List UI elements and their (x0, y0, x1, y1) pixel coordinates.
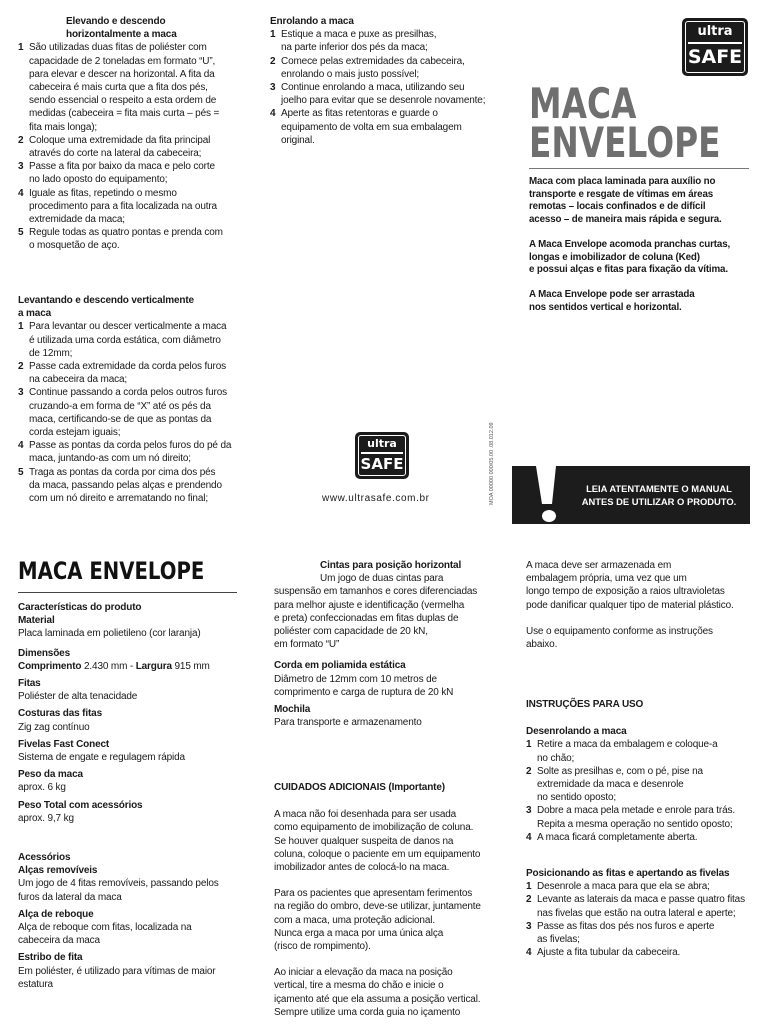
step-item (526, 804, 758, 830)
text-line: Use o equipamento conforme as instruções (526, 625, 713, 637)
text-line: poliéster com capacidade de 20 kN, (274, 626, 428, 638)
step-item (270, 81, 500, 107)
text-line: Retire a maca da embalagem e coloque-a (537, 739, 718, 751)
spec-item (18, 707, 243, 733)
accessory-label: Estribo de fita (18, 952, 83, 964)
text-line: na região do ombro, deve-se utilizar, juntamente (274, 901, 481, 913)
text-line: Alça de reboque com fitas, localizada na (18, 922, 192, 934)
text-line: original. (281, 134, 315, 146)
text-line: medidas (cabeceira = fita mais curta – pés = (29, 108, 220, 120)
step-number: 1 (526, 881, 532, 893)
step-item (526, 880, 758, 893)
text-line: no lado oposto do equipamento; (29, 174, 168, 186)
text-line: e preta) confeccionadas em fitas duplas de (274, 612, 459, 624)
text-line: Em poliéster, é utilizado para vítimas de maior (18, 965, 216, 977)
website-link[interactable]: www.ultrasafe.com.br (322, 493, 430, 504)
text-line: furos da lateral da maca (18, 891, 122, 903)
text-line: extremidade da maca e desenrole (537, 779, 684, 791)
step-number: 3 (18, 387, 24, 399)
accessory-label: Alças removíveis (18, 865, 98, 877)
text-line: longo tempo de exposição a raios ultravioletas (526, 586, 725, 598)
text-line: abaixo. (526, 639, 558, 651)
step-number: 4 (18, 187, 24, 199)
text-line: Ao iniciar a elevação da maca na posição (274, 967, 453, 979)
text-line: para melhor ajuste e identificação (vermelha (274, 599, 465, 611)
text-line: acesso – de maneira mais rápida e segura. (529, 213, 722, 225)
step-number: 1 (18, 321, 24, 333)
step-item (18, 160, 248, 186)
step-item (18, 360, 248, 386)
accessory-item (18, 864, 243, 904)
section-storage (526, 559, 756, 651)
section-accessories-cont (274, 559, 504, 729)
intro-paragraph-3 (529, 289, 754, 314)
step-number: 1 (526, 739, 532, 751)
text-line: no sentido oposto; (537, 792, 617, 804)
vertical-print-code: MOA 00000 000/05.00 .08.012.09 (489, 422, 495, 505)
text-line: Se houver qualquer suspeita de danos na (274, 835, 454, 847)
product-specs (18, 601, 243, 995)
heading-rolling: Enrolando a maca (270, 16, 354, 27)
text-line: com um nó direito e arrematando no final; (29, 493, 208, 505)
text-line: A Maca Envelope acomoda pranchas curtas, (529, 238, 731, 250)
section-title-specs: MACA ENVELOPE (18, 557, 205, 585)
step-item (18, 134, 248, 160)
step-item (526, 831, 758, 844)
text-line: na cabeceira da maca; (29, 374, 128, 386)
text-line: na parte inferior dos pés da maca; (281, 42, 428, 54)
text-line: e possui alças e fitas para fixação da vítima. (529, 264, 728, 276)
text-line: nos sentidos vertical e horizontal. (529, 301, 682, 313)
spec-value (18, 660, 243, 673)
text-line: joelho para evitar que se desenrole novamente; (281, 95, 486, 107)
spec-label: Peso da maca (18, 769, 83, 781)
text-line: para elevar e descer na horizontal. A fita da (29, 68, 215, 80)
spec-value: Sistema de engate e regulagem rápida (18, 752, 185, 764)
step-item (18, 187, 248, 227)
spec-value-part: 915 mm (171, 660, 210, 672)
spec-value: Poliéster de alta tenacidade (18, 691, 138, 703)
text-line: Aperte as fitas retentoras e guarde o (281, 108, 438, 120)
spec-item (18, 614, 243, 640)
intro-paragraph-2 (529, 239, 754, 277)
text-line: Regule todas as quatro pontas e prenda com (29, 227, 223, 239)
text-line: equipamento de volta em sua embalagem (281, 121, 462, 133)
spec-item (18, 768, 243, 794)
spec-label: Material (18, 615, 55, 627)
warning-text: LEIA ATENTAMENTE O MANUAL ANTES DE UTILIZAR O PRODUTO. (581, 483, 737, 507)
text-line: A maca deve ser armazenada em (526, 560, 672, 571)
step-number: 2 (526, 765, 532, 777)
text-line: Coloque uma extremidade da fita principal (29, 134, 211, 146)
text-line: remotas – locais confinados e de difícil (529, 201, 706, 213)
text-line: estatura (18, 978, 53, 990)
product-title: MACA ENVELOPE (529, 79, 721, 167)
step-number: 3 (270, 82, 276, 94)
text-line: como equipamento de imobilização de coluna. (274, 822, 474, 834)
text-line: Traga as pontas da corda por cima dos pés (29, 466, 216, 478)
text-line: fita mais longa); (29, 121, 98, 133)
step-number: 2 (18, 134, 24, 146)
step-number: 3 (526, 920, 532, 932)
text-line: cabeceira da maca (18, 935, 100, 947)
text-line: A maca ficará completamente aberta. (537, 831, 698, 843)
spec-label: Dimensões (18, 647, 71, 659)
warning-banner (512, 466, 750, 524)
text-line: Desenrole a maca para que ela se abra; (537, 881, 710, 893)
step-item (18, 226, 248, 252)
heading-positioning: Posicionando as fitas e apertando as fivelas (526, 868, 730, 880)
text-line: com a maca, uma proteção adicional. (274, 914, 435, 926)
text-line: içamento até que ela assuma a posição vertical. (274, 993, 481, 1005)
brand-logo: ultra SAFE (682, 18, 748, 76)
text-line: extremidade da maca; (29, 214, 125, 226)
text-line: Um jogo de duas cintas para (320, 573, 444, 585)
step-item (526, 946, 758, 959)
cuidados-paragraph-3 (274, 966, 504, 1019)
heading-unrolling: Desenrolando a maca (526, 726, 627, 738)
spec-item (18, 647, 243, 673)
text-line: A maca não foi desenhada para ser usada (274, 809, 457, 821)
specs-list (18, 614, 243, 825)
title-divider (529, 168, 749, 169)
text-line: é utilizada uma corda estática, com diâmetro (29, 334, 221, 346)
text-line: Iguale as fitas, repetindo o mesmo (29, 187, 177, 199)
text-line: cabeceira é mais curta que a fita dos pés, (29, 82, 208, 94)
text-line: Um jogo de 4 fitas removíveis, passando pelos (18, 878, 219, 890)
text-line: Para levantar ou descer verticalmente a maca (29, 321, 227, 333)
section-instructions (526, 698, 758, 959)
spec-value-part: Comprimento (18, 660, 82, 672)
spec-value: Placa laminada em polietileno (cor laranja) (18, 628, 201, 640)
text-line: Maca com placa laminada para auxílio no (529, 176, 716, 187)
text-line: Para os pacientes que apresentam ferimentos (274, 888, 473, 900)
step-number: 3 (18, 161, 24, 173)
text-line: São utilizadas duas fitas de poliéster com (29, 42, 207, 54)
text-line: sendo essencial o respeito a esta ordem de (29, 95, 217, 107)
raising-horizontal-steps (18, 41, 248, 252)
text-line: Diâmetro de 12mm com 10 metros de (274, 673, 437, 685)
spec-label: Fivelas Fast Conect (18, 738, 110, 750)
heading-raising-horizontal: Elevando e descendo horizontalmente a maca (66, 16, 177, 41)
text-line: Dobre a maca pela metade e enrole para trás. (537, 805, 735, 817)
text-line: nas fivelas que estão na outra lateral e aperte; (537, 907, 736, 919)
heading-corda: Corda em poliamida estática (274, 660, 406, 672)
heading-raising-vertical: Levantando e descendo verticalmente a maca (18, 295, 194, 320)
text-line: maca, certificando-se de que as pontas da (29, 413, 212, 425)
step-number: 2 (526, 894, 532, 906)
step-number: 3 (526, 805, 532, 817)
text-line: Passe as pontas da corda pelos furos do pé da (29, 440, 232, 452)
step-item (526, 765, 758, 805)
step-item (18, 439, 248, 465)
spec-label: Fitas (18, 678, 41, 690)
heading-mochila: Mochila (274, 704, 311, 716)
text-line: em formato “U” (274, 639, 340, 651)
text-line: Repita a mesma operação no sentido oposto; (537, 818, 733, 830)
text-line: A Maca Envelope pode ser arrastada (529, 289, 695, 301)
positioning-steps (526, 880, 758, 959)
spec-item (18, 738, 243, 764)
spec-label: Costuras das fitas (18, 708, 102, 720)
step-number: 5 (18, 227, 24, 239)
specs-divider (18, 592, 237, 593)
section-raising-horizontal (18, 15, 248, 253)
step-item (526, 738, 758, 764)
accessories-list (18, 864, 243, 991)
rolling-steps (270, 28, 500, 147)
spec-label: Peso Total com acessórios (18, 799, 143, 811)
text-line: procedimento para a fita localizada na outra (29, 200, 217, 212)
text-line: longas e imobilizador de coluna (Ked) (529, 251, 700, 263)
accessory-label: Alça de reboque (18, 908, 94, 920)
unrolling-steps (526, 738, 758, 844)
spec-value-part: Largura (135, 660, 172, 672)
text-line: transporte e resgate de vítimas em áreas (529, 188, 714, 200)
step-number: 4 (270, 108, 276, 120)
specs-heading: Características do produto (18, 602, 142, 613)
text-line: pode danificar qualquer tipo de material plástico. (526, 599, 734, 611)
brand-logo-small: ultra SAFE (355, 432, 409, 479)
text-line: Passe cada extremidade da corda pelos furos (29, 361, 227, 373)
text-line: maca, juntando-as com um nó direito; (29, 453, 191, 465)
usage-paragraph (526, 625, 756, 651)
intro-paragraph-1 (529, 176, 754, 226)
step-number: 1 (270, 29, 276, 41)
accessory-item (18, 951, 243, 991)
text-line: Comece pelas extremidades da cabeceira, (281, 55, 465, 67)
text-line: coluna, coloque o paciente em um equipamento (274, 848, 481, 860)
text-line: Passe a fita por baixo da maca e pelo corte (29, 161, 215, 173)
step-number: 2 (18, 361, 24, 373)
text-line: capacidade de 2 toneladas em formato “U”, (29, 55, 216, 67)
accessory-item (18, 908, 243, 948)
step-item (18, 41, 248, 133)
spec-value: aprox. 9,7 kg (18, 812, 74, 824)
text-line: embalagem própria, uma vez que um (526, 573, 687, 585)
raising-vertical-steps (18, 320, 248, 505)
step-item (526, 893, 758, 919)
corda-text (274, 673, 504, 699)
text-line: comprimento e carga de ruptura de 20 kN (274, 686, 454, 698)
text-line: corda estejam iguais; (29, 427, 121, 439)
spec-value: Zig zag contínuo (18, 721, 90, 733)
text-line: Solte as presilhas e, com o pé, pise na (537, 765, 703, 777)
step-number: 4 (18, 440, 24, 452)
text-line: Passe as fitas dos pés nos furos e aperte (537, 920, 715, 932)
step-item (270, 55, 500, 81)
text-line: Continue passando a corda pelos outros furos (29, 387, 227, 399)
text-line: (risco de rompimento). (274, 941, 371, 953)
section-cuidados (274, 781, 504, 1024)
mochila-text (274, 716, 504, 729)
spec-item (18, 677, 243, 703)
text-line: Continue enrolando a maca, utilizando seu (281, 82, 465, 94)
text-line: enrolando o mais justo possível; (281, 68, 420, 80)
step-number: 4 (526, 831, 532, 843)
text-line: as fivelas; (537, 934, 580, 946)
text-line: vertical, tire a mesma do chão e inicie o (274, 980, 444, 992)
spec-item (18, 799, 243, 825)
text-line: suspensão em tamanhos e cores diferenciadas (274, 586, 478, 598)
text-line: no chão; (537, 752, 575, 764)
spec-value: aprox. 6 kg (18, 782, 66, 794)
section-raising-vertical (18, 294, 248, 505)
text-line: imobilizador antes de colocá-lo na maca. (274, 862, 450, 874)
text-line: cruzando-a em forma de “X” até os pés da (29, 400, 211, 412)
step-item (526, 920, 758, 946)
step-item (270, 28, 500, 54)
step-number: 1 (18, 42, 24, 54)
storage-paragraph (526, 559, 756, 612)
cuidados-paragraph-2 (274, 887, 504, 953)
cintas-text (274, 572, 504, 651)
accessories-heading: Acessórios (18, 852, 71, 864)
text-line: Para transporte e armazenamento (274, 717, 422, 729)
text-line: o mosquetão de aço. (29, 240, 120, 252)
product-intro (529, 176, 754, 315)
text-line: Estique a maca e puxe as presilhas, (281, 29, 437, 41)
step-number: 2 (270, 55, 276, 67)
section-rolling (270, 15, 500, 147)
step-item (270, 107, 500, 147)
text-line: de 12mm; (29, 347, 73, 359)
heading-cintas: Cintas para posição horizontal (320, 560, 462, 571)
text-line: da maca, passando pelas alças e prendendo (29, 479, 222, 491)
spec-value-part: 2.430 mm - (81, 660, 136, 672)
step-item (18, 466, 248, 506)
text-line: Levante as laterais da maca e passe quatro fitas (537, 894, 745, 906)
text-line: Sempre utilize uma corda guia no içamento (274, 1006, 461, 1018)
step-item (18, 320, 248, 360)
exclamation-icon (532, 466, 566, 524)
step-number: 5 (18, 466, 24, 478)
step-number: 4 (526, 947, 532, 959)
cuidados-paragraph-1 (274, 808, 504, 874)
heading-cuidados: CUIDADOS ADICIONAIS (Importante) (274, 782, 445, 793)
heading-instructions: INSTRUÇÕES PARA USO (526, 699, 644, 710)
text-line: através do corte na lateral da cabeceira; (29, 148, 202, 160)
step-item (18, 386, 248, 439)
text-line: Nunca erga a maca por uma única alça (274, 927, 444, 939)
text-line: Ajuste a fita tubular da cabeceira. (537, 947, 681, 959)
